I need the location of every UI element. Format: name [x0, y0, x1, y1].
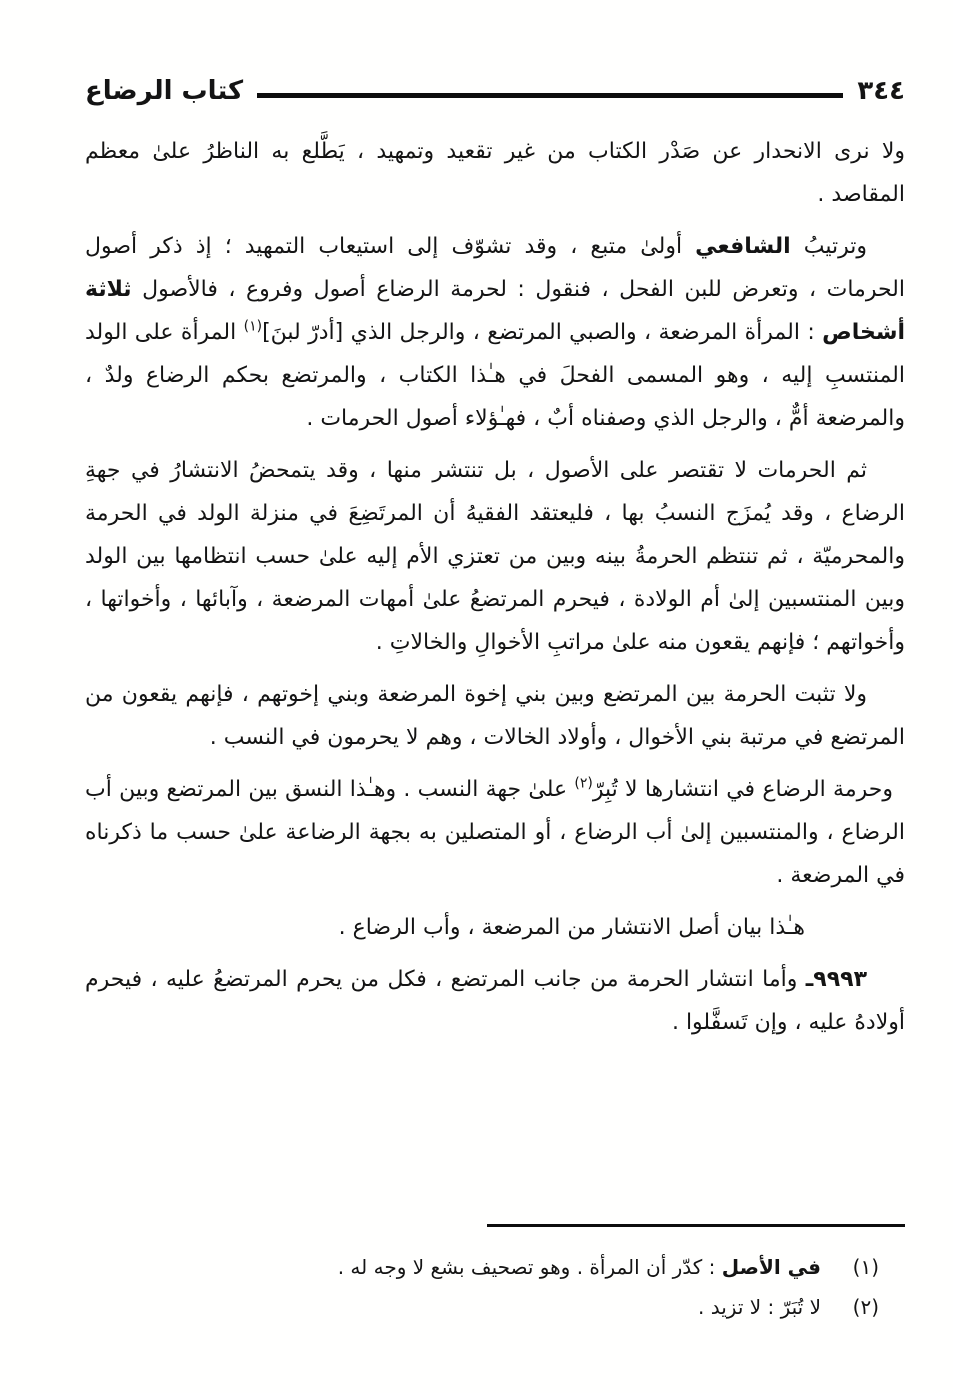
paragraph-5-text: علىٰ جهة النسب . وهـٰذا النسق بين المرتضع وبين أب الرضاع ، والمنتسبين إلىٰ أب الرضاع ، أو المتصلين به بجهة الرضاعة علىٰ حسب ما ذكرناه في المرضعة . — [85, 777, 905, 888]
paragraph-4: ولا تثبت الحرمة بين المرتضع وبين بني إخوة المرضعة وبني إخوتهم ، فإنهم يقعون من المرتضع في مرتبة بني الأخوال ، وأولاد الخالات ، وهم لا يحرمون في النسب . — [85, 682, 905, 750]
paragraph-7 — [85, 958, 905, 1044]
footnote-ref-2: (٢) — [574, 775, 593, 792]
paragraph-2-text: أولىٰ متبع ، وقد تشوّف إلى استيعاب التمهيد ؛ إذ ذكر أصول الحرمات ، وتعرض للبن الفحل ، فنقول : لحرمة الرضاع أصول وفروع ، فالأصول — [85, 234, 905, 302]
footnotes — [85, 1247, 905, 1327]
paragraph-1: ولا نرى الانحدار عن صَدْر الكتاب من غير تقعيد وتمهيد ، يَطَّلع به الناظرُ علىٰ معظم المقاصد . — [85, 139, 905, 207]
body-text — [85, 130, 905, 1044]
paragraph-5-text: وحرمة الرضاع في انتشارها لا تُبِرّ — [592, 777, 893, 802]
footnote-1-marker: (١) — [852, 1255, 879, 1279]
footnote-1 — [85, 1247, 879, 1287]
footnote-2-marker: (٢) — [852, 1295, 879, 1319]
paragraph-7-text: وأما انتشار الحرمة من جانب المرتضع ، فكل من يحرم المرتضعُ عليه ، فيحرم أولادهُ عليه ، وإن تَسفَّلوا . — [85, 967, 905, 1035]
paragraph-6: هـٰذا بيان أصل الانتشار من المرضعة ، وأب الرضاع . — [338, 915, 805, 940]
emphasis-three-persons: ثلاثة أشخاص — [85, 277, 905, 345]
paragraph-2-text: : المرأة المرضعة ، والصبي المرتضع ، والرجل الذي [أدرّ لبنَ] — [262, 320, 823, 345]
paragraph-2-text: المرأة على الولد المنتسبِ إليه ، وهو المسمى الفحلَ في هـٰذا الكتاب ، والمرتضع بحكم الرضاع ولدٌ ، والمرضعة أمٌّ ، والرجل الذي وصفناه أبٌ ، فهـٰؤلاء أصول الحرمات . — [85, 320, 905, 431]
section-number: ٩٩٩٣ـ — [805, 967, 867, 992]
emphasis-shafii: الشافعي — [695, 234, 791, 259]
footnote-separator-rule — [487, 1224, 905, 1227]
book-title: كتاب الرضاع — [85, 76, 244, 106]
footnote-1-body: : كدّر أن المرأة . وهو تصحيف بشع لا وجه له . — [337, 1255, 722, 1279]
paragraph-3: ثم الحرمات لا تقتصر على الأصول ، بل تنتشر منها ، وقد يتمحضُ الانتشارُ في جهةِ الرضاع ، وقد يُمزَج النسبُ بها ، فليعتقد الفقيهُ أن المرتَضِعَ في منزلة الولد في الحرمة والمحرميّة ، ثم تنتظم الحرمةُ بينه وبين من تعتزي الأم إليه علىٰ حسب انتظامها بين الولد وبين المنتسبين إلىٰ أم الولادة ، فيحرم المرتضعُ علىٰ أمهات المرضعة ، وآبائها ، وأخواتها ، وأخواتهم ؛ فإنهم يقعون منه علىٰ مراتبِ الأخوالِ والخالاتِ . — [85, 458, 905, 655]
footnote-2-body: لا تُبَرّ : لا تزيد . — [698, 1295, 821, 1319]
footnote-1-text — [85, 1247, 821, 1287]
page-header — [85, 70, 905, 112]
footnote-1-bold: في الأصل — [721, 1255, 821, 1279]
footnote-area — [85, 1224, 905, 1327]
paragraph-2-text: وترتيبُ — [790, 234, 867, 259]
footnote-ref-1: (١) — [243, 318, 263, 335]
header-rule — [257, 93, 843, 98]
page-number: ٣٤٤ — [857, 76, 905, 106]
paragraph-5 — [85, 768, 905, 897]
paragraph-2 — [85, 225, 905, 440]
footnote-2-text — [85, 1287, 821, 1327]
footnote-2 — [85, 1287, 879, 1327]
